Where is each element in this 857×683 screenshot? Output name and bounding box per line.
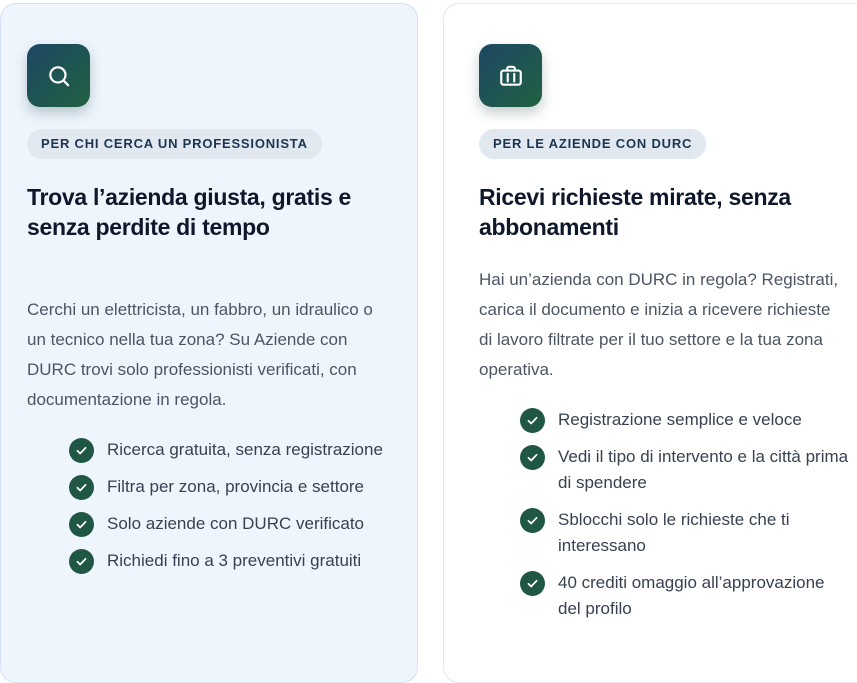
feature-text: Richiedi fino a 3 preventivi gratuiti (107, 551, 362, 570)
check-icon (69, 475, 94, 500)
feature-text: Solo aziende con DURC verificato (107, 514, 365, 533)
audience-badge: PER LE AZIENDE CON DURC (479, 129, 706, 159)
card-description: Cerchi un elettricista, un fabbro, un idraulico o un tecnico nella tua zona? Su Aziende con DURC trovi solo professionisti verificati, con documentazione in regola. (27, 300, 373, 409)
card-professional-search (0, 3, 418, 683)
feature-list (69, 437, 399, 585)
check-icon (69, 438, 94, 463)
card-companies-durc (443, 3, 857, 683)
list-item (69, 474, 399, 500)
card-title: Ricevi richieste mirate, senza abbonamenti (479, 184, 791, 240)
feature-text: Registrazione semplice e veloce (558, 410, 802, 429)
list-item (520, 507, 850, 559)
feature-list (520, 407, 850, 633)
feature-text: Ricerca gratuita, senza registrazione (107, 440, 383, 459)
list-item (69, 548, 399, 574)
feature-text: Vedi il tipo di intervento e la città prima di spendere (558, 447, 849, 492)
check-icon (520, 408, 545, 433)
feature-text: Filtra per zona, provincia e settore (107, 477, 365, 496)
list-item (69, 511, 399, 537)
check-icon (520, 508, 545, 533)
check-icon (69, 549, 94, 574)
briefcase-icon (479, 44, 542, 107)
feature-text: 40 crediti omaggio all’approvazione del profilo (558, 573, 825, 618)
list-item (520, 570, 850, 622)
card-title: Trova l’azienda giusta, gratis e senza perdite di tempo (27, 184, 352, 240)
check-icon (69, 512, 94, 537)
feature-text: Sblocchi solo le richieste che ti interessano (558, 510, 790, 555)
card-description: Hai un’azienda con DURC in regola? Registrati, carica il documento e inizia a ricevere richieste di lavoro filtrate per il tuo settore e la tua zona operativa. (479, 270, 839, 379)
audience-badge: PER CHI CERCA UN PROFESSIONISTA (27, 129, 322, 159)
check-icon (520, 445, 545, 470)
list-item (69, 437, 399, 463)
check-icon (520, 571, 545, 596)
list-item (520, 444, 850, 496)
search-icon (27, 44, 90, 107)
list-item (520, 407, 850, 433)
